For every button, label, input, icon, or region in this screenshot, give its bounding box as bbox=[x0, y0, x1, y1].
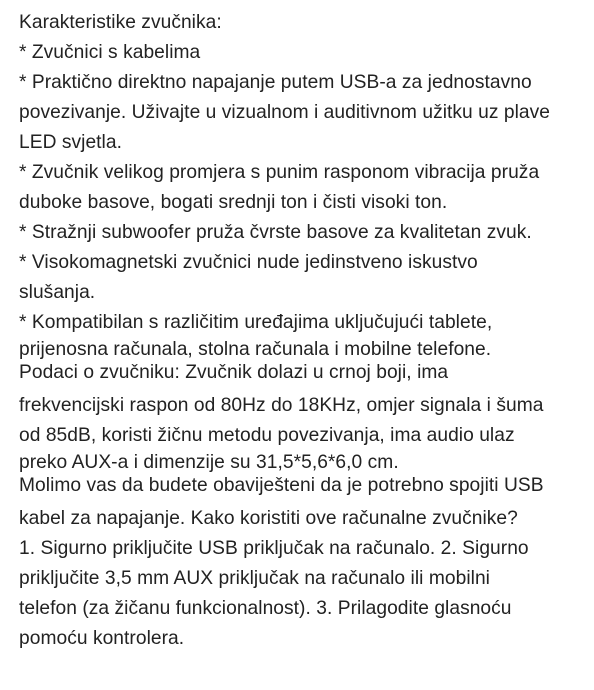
instructions-line-2: priključite 3,5 mm AUX priključak na računalo ili mobilni bbox=[19, 568, 490, 589]
usb-notice-line-1: Molimo vas da budete obaviješteni da je potrebno spojiti USB bbox=[19, 475, 544, 496]
speaker-data-line-1: Podaci o zvučniku: Zvučnik dolazi u crnoj boji, ima bbox=[19, 362, 449, 383]
feature-usb-power-line-3: LED svjetla. bbox=[19, 132, 122, 153]
instructions-line-3: telefon (za žičanu funkcionalnost). 3. Prilagodite glasnoću bbox=[19, 598, 512, 619]
speaker-description bbox=[19, 8, 589, 654]
feature-usb-power-line-1: * Praktično direktno napajanje putem USB-a za jednostavno bbox=[19, 72, 532, 93]
heading-speaker-features: Karakteristike zvučnika: bbox=[19, 12, 222, 33]
instructions-line-4: pomoću kontrolera. bbox=[19, 628, 185, 649]
speaker-data-line-4: preko AUX-a i dimenzije su 31,5*5,6*6,0 cm. bbox=[19, 452, 399, 473]
speaker-data-line-2: frekvencijski raspon od 80Hz do 18KHz, omjer signala i šuma bbox=[19, 395, 544, 416]
feature-magnetic-line-2: slušanja. bbox=[19, 282, 96, 303]
feature-full-range-line-1: * Zvučnik velikog promjera s punim rasponom vibracija pruža bbox=[19, 162, 540, 183]
instructions-line-1: 1. Sigurno priključite USB priključak na računalo. 2. Sigurno bbox=[19, 538, 529, 559]
feature-usb-power-line-2: povezivanje. Uživajte u vizualnom i auditivnom užitku uz plave bbox=[19, 102, 551, 123]
feature-compatibility-line-2: prijenosna računala, stolna računala i mobilne telefone. bbox=[19, 339, 492, 360]
usb-notice-line-2: kabel za napajanje. Kako koristiti ove računalne zvučnike? bbox=[19, 508, 518, 529]
speaker-data-line-3: od 85dB, koristi žičnu metodu povezivanja, ima audio ulaz bbox=[19, 425, 515, 446]
feature-wired-speakers: * Zvučnici s kabelima bbox=[19, 42, 201, 63]
feature-subwoofer: * Stražnji subwoofer pruža čvrste basove za kvalitetan zvuk. bbox=[19, 222, 532, 243]
feature-magnetic-line-1: * Visokomagnetski zvučnici nude jedinstveno iskustvo bbox=[19, 252, 478, 273]
feature-full-range-line-2: duboke basove, bogati srednji ton i čisti visoki ton. bbox=[19, 192, 448, 213]
feature-compatibility-line-1: * Kompatibilan s različitim uređajima uključujući tablete, bbox=[19, 312, 493, 333]
